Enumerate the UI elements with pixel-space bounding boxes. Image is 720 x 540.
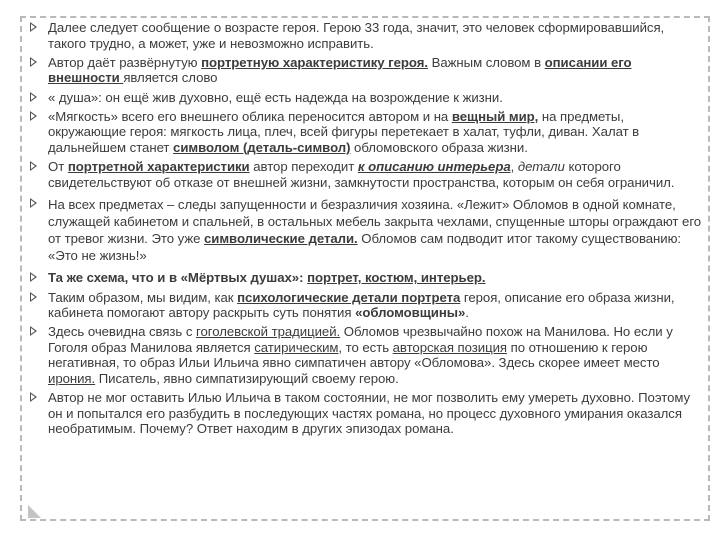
bullet-arrow-icon <box>30 92 37 102</box>
emphasis: портретную характеристику героя. <box>201 54 429 70</box>
item-text: , <box>510 159 518 175</box>
list-item <box>32 270 704 286</box>
emphasis: «обломовщины» <box>355 305 466 321</box>
item-text: Таким образом, мы видим, как <box>48 289 238 305</box>
item-text: Здесь очевидна связь с <box>48 324 197 340</box>
list-item <box>32 90 704 106</box>
bullet-arrow-icon <box>30 111 37 121</box>
bullet-arrow-icon <box>30 272 37 282</box>
list-item <box>32 290 704 321</box>
bullet-arrow-icon <box>30 326 37 336</box>
item-text: Писатель, явно симпатизирующий своему герою. <box>95 371 399 387</box>
list-item <box>32 55 704 86</box>
emphasis: портретной характеристики <box>67 159 250 175</box>
item-text: От <box>48 159 68 175</box>
list-item <box>32 109 704 156</box>
item-text: На всех предметах – следы запущенности и безразличия хозяина. «Лежит» Обломов в одной комнате, служащей кабинетом и спальней, в остальных мебель закрыта чехлами, спущенные шторы ограждают его от тревог жизни. Это уже <box>48 197 702 247</box>
item-text: является слово <box>123 70 218 86</box>
item-text: Далее следует сообщение о возрасте героя. Герою 33 года, значит, это человек сформировавшийся, такого трудно, а может, уже и невозможно исправить. <box>48 20 665 51</box>
list-item <box>32 159 704 190</box>
item-text: по отношению к герою негативная, то образ Ильи Ильича явно симпатичен автору «Обломова». Здесь скорее имеет место <box>48 339 660 371</box>
item-text: обломовского образа жизни. <box>350 139 528 155</box>
emphasis: вещный мир, <box>451 108 539 124</box>
emphasis: сатирическим, <box>254 339 343 355</box>
item-text: Важным словом в <box>428 54 545 70</box>
bullet-arrow-icon <box>30 292 37 302</box>
list-item <box>32 196 704 264</box>
emphasis: психологические детали портрета <box>237 289 461 305</box>
item-text: « душа»: он ещё жив духовно, ещё есть надежда на возрождение к жизни. <box>48 89 503 105</box>
emphasis: символом (деталь-символ) <box>173 139 351 155</box>
emphasis: гоголевской традицией. <box>196 324 341 340</box>
bullet-arrow-icon <box>30 161 37 171</box>
item-text: героя, описание его образа жизни, кабинета помогают автору раскрыть суть понятия <box>48 289 675 321</box>
list-item <box>32 20 704 51</box>
emphasis: портрет, костюм, интерьер. <box>307 270 486 286</box>
list-item <box>32 390 704 437</box>
item-text: Обломов чрезвычайно похож на Манилова. Но если у Гоголя образ Манилова является <box>48 324 673 355</box>
bullet-arrow-icon <box>30 57 37 67</box>
bullet-arrow-icon <box>30 22 37 32</box>
item-text: которого свидетельствуют об отказе от внешней жизни, замкнутости пространства, которым он себя ограничил. <box>48 159 675 190</box>
item-text: на предметы, окружающие героя: мягкость лица, плеч, всей фигуры перетекает в халат, туфли, диван. Халат в дальнейшем станет <box>48 108 640 155</box>
emphasis: детали <box>517 159 565 175</box>
emphasis: символические детали. <box>204 231 358 247</box>
item-text: Автор даёт развёрнутую <box>48 54 202 70</box>
item-text: автор переходит <box>249 159 358 175</box>
emphasis: авторская позиция <box>392 339 507 355</box>
item-text: Автор не мог оставить Илью Ильича в таком состоянии, не мог позволить ему умереть духовно. Поэтому он и попытался его разбудить в последующих частях романа, но процесс духовного умирания оказался необратимым. Почему? Ответ находим в других эпизодах романа. <box>48 390 691 437</box>
item-text: Та же схема, что и в «Мёртвых душах»: <box>48 270 308 286</box>
item-text: . <box>465 305 469 321</box>
item-text: «Мягкость» всего его внешнего облика переносится автором и на <box>48 108 452 124</box>
item-text: Обломов сам подводит итог такому существованию: «Это не жизнь!» <box>48 231 682 264</box>
item-text: то есть <box>342 339 393 355</box>
bullet-list <box>32 20 704 441</box>
list-item <box>32 324 704 386</box>
bullet-arrow-icon <box>30 392 37 402</box>
emphasis: описании его внешности <box>48 54 632 86</box>
emphasis: к описанию интерьера <box>357 159 511 175</box>
emphasis: ирония. <box>48 371 96 387</box>
bullet-arrow-icon <box>30 198 37 208</box>
